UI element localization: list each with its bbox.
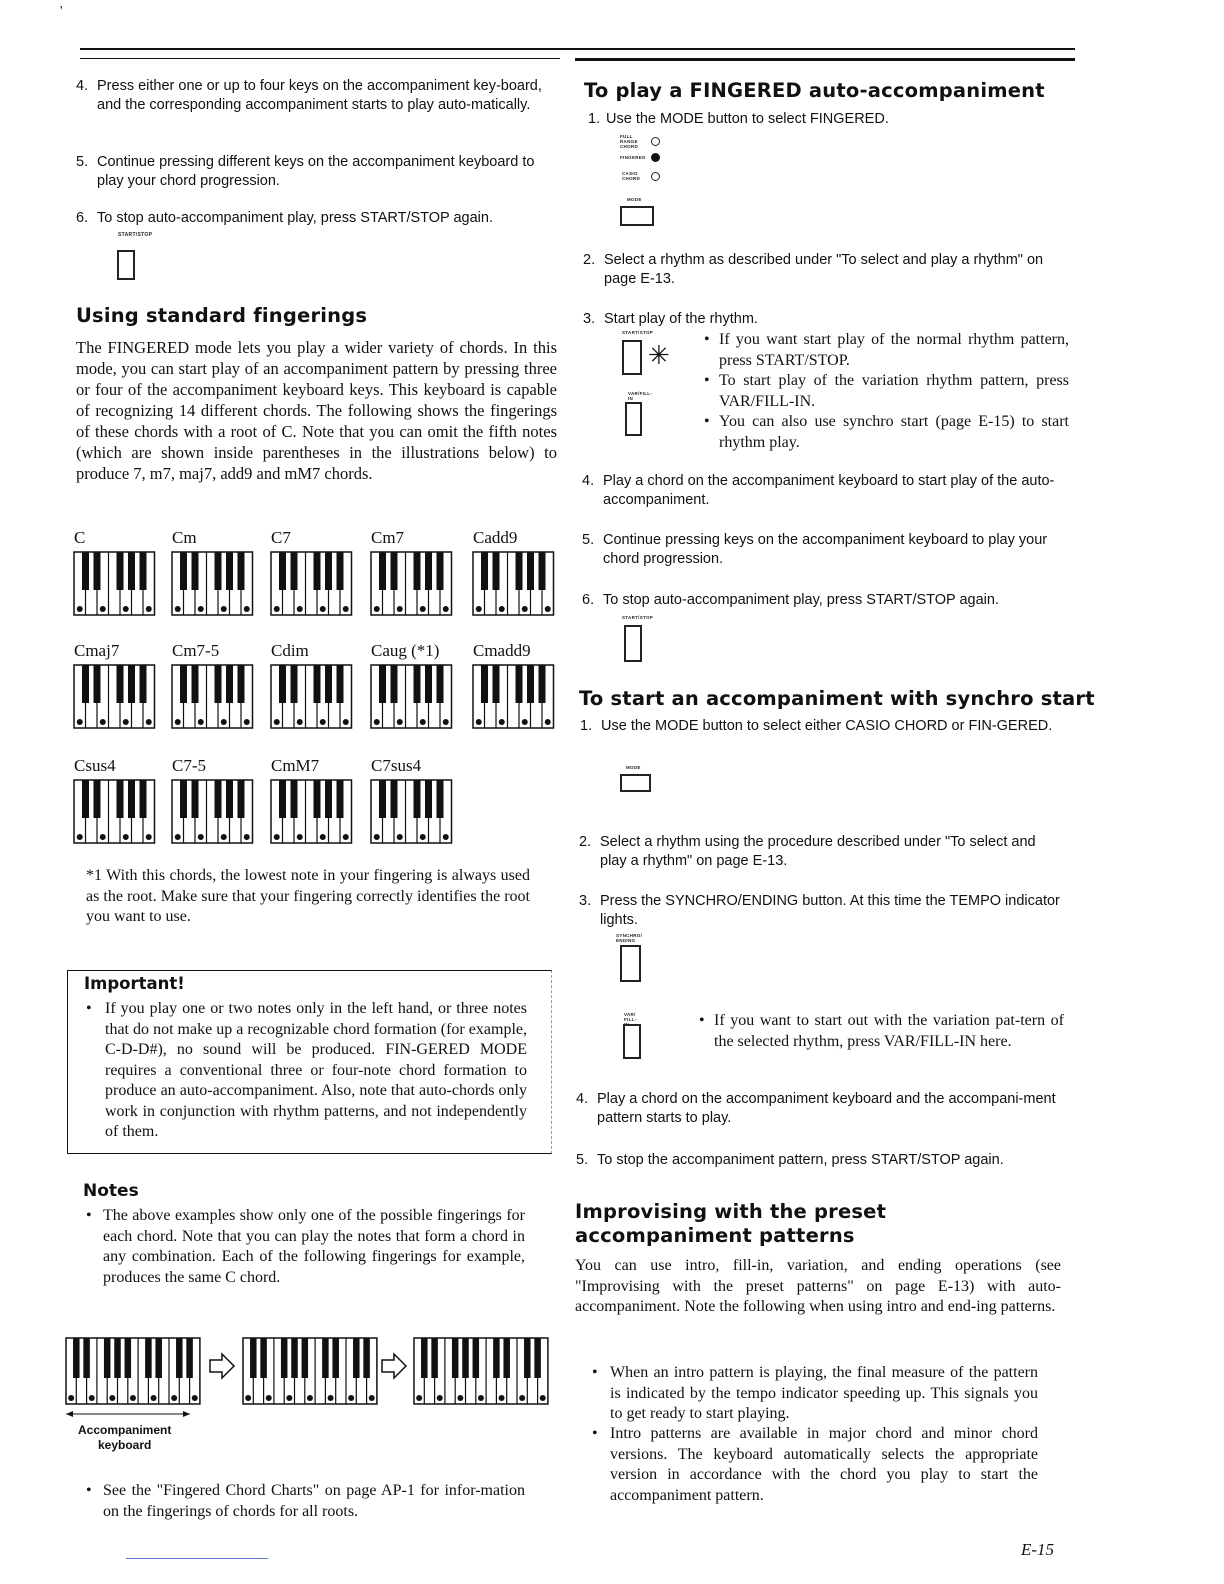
chord-label: C7sus4 bbox=[371, 756, 422, 775]
chord-label: C bbox=[74, 528, 86, 547]
start-stop-label: START/STOP bbox=[118, 232, 153, 238]
led-casio-icon bbox=[651, 172, 660, 181]
mode-label-fingered: FINGERED bbox=[620, 155, 646, 160]
var-fill-label-right: VAR/FILL-IN bbox=[628, 391, 653, 401]
chord-label: Cm bbox=[172, 528, 197, 547]
flashing-star-icon: ✳ bbox=[648, 340, 670, 370]
inversion-keyboard-1 bbox=[66, 1338, 200, 1404]
chord-label: Cmaj7 bbox=[74, 641, 120, 660]
chord-label: Cadd9 bbox=[473, 528, 518, 547]
synchro-ending-button[interactable] bbox=[620, 945, 641, 982]
heading-synchro: To start an accompaniment with synchro start bbox=[579, 687, 1095, 710]
led-fingered-icon bbox=[651, 153, 660, 162]
heading-fingered: To play a FINGERED auto-accompaniment bbox=[584, 79, 1045, 102]
footer-link-line bbox=[126, 1558, 268, 1559]
chord-label: Csus4 bbox=[74, 756, 116, 775]
notes-title: Notes bbox=[83, 1181, 139, 1201]
mode-button[interactable] bbox=[620, 206, 654, 226]
mode-button-label-2: MODE bbox=[626, 765, 641, 770]
var-fill-label-2: VAR/ FILL- bbox=[624, 1012, 637, 1022]
mode-button-2[interactable] bbox=[620, 774, 651, 792]
footnote-text: *1 With this chords, the lowest note in your fingering is always used as the root. Make sure that your fingering correctly identifies the root you want to use. bbox=[86, 867, 530, 925]
right-arrow-icon bbox=[210, 1354, 234, 1378]
chord-label: Cdim bbox=[271, 641, 309, 660]
page-number: E-15 bbox=[1021, 1540, 1055, 1559]
start-stop-button-right[interactable] bbox=[622, 340, 642, 375]
right-arrow-icon bbox=[382, 1354, 406, 1378]
var-fill-button-2[interactable] bbox=[623, 1024, 641, 1059]
start-stop-label-right-2: START/STOP bbox=[622, 615, 654, 620]
important-title: Important! bbox=[84, 974, 185, 993]
heading-standard-fingerings: Using standard fingerings bbox=[76, 304, 368, 327]
heading-improvising: Improvising with the preset accompaniment patterns bbox=[575, 1200, 887, 1247]
inversion-keyboard-3 bbox=[414, 1338, 548, 1404]
mode-label-fullrange: FULL RANGE CHORD bbox=[620, 134, 638, 149]
chord-label: C7 bbox=[271, 528, 291, 547]
synchro-ending-label: SYNCHRO/ ENDING bbox=[616, 933, 643, 943]
chord-label: Cmadd9 bbox=[473, 641, 531, 660]
start-stop-button-right-2[interactable] bbox=[624, 625, 642, 662]
chord-label: C7-5 bbox=[172, 756, 206, 775]
chord-label: Cm7-5 bbox=[172, 641, 220, 660]
led-fullrange-icon bbox=[651, 137, 660, 146]
standard-body: The FINGERED mode lets you play a wider variety of chords. In this mode, you can start play of an accompaniment pattern by pressing three or four of the accompaniment keyboard keys. This keyboard is capable of recognizing 14 different chords. The following shows the fingerings of these chords with a root of C. Note that you can omit the fifth notes (which are shown inside parentheses in the illustrations below) to produce 7, m7, maj7, add9 and mM7 chords. bbox=[76, 338, 557, 483]
inversion-keyboard-2 bbox=[243, 1338, 377, 1404]
improvising-body: You can use intro, fill-in, variation, and ending operations (see "Improvising with the preset patterns" on page E-13) with auto-accompaniment. Note the following when using intro and end-ing patterns. bbox=[575, 1257, 1061, 1315]
chord-label: Cm7 bbox=[371, 528, 405, 547]
mode-label-casio: CASIO CHORD bbox=[622, 171, 640, 181]
start-stop-label-right: START/STOP bbox=[622, 330, 654, 335]
keyboard-caption-2: keyboard bbox=[98, 1438, 152, 1452]
mode-button-label: MODE bbox=[627, 197, 642, 202]
var-fill-button-right[interactable] bbox=[625, 402, 642, 436]
chord-label: CmM7 bbox=[271, 756, 320, 775]
corner-mark: ' bbox=[60, 4, 63, 19]
keyboard-caption-1: Accompaniment bbox=[78, 1423, 172, 1437]
chord-label: Caug (*1) bbox=[371, 641, 440, 660]
